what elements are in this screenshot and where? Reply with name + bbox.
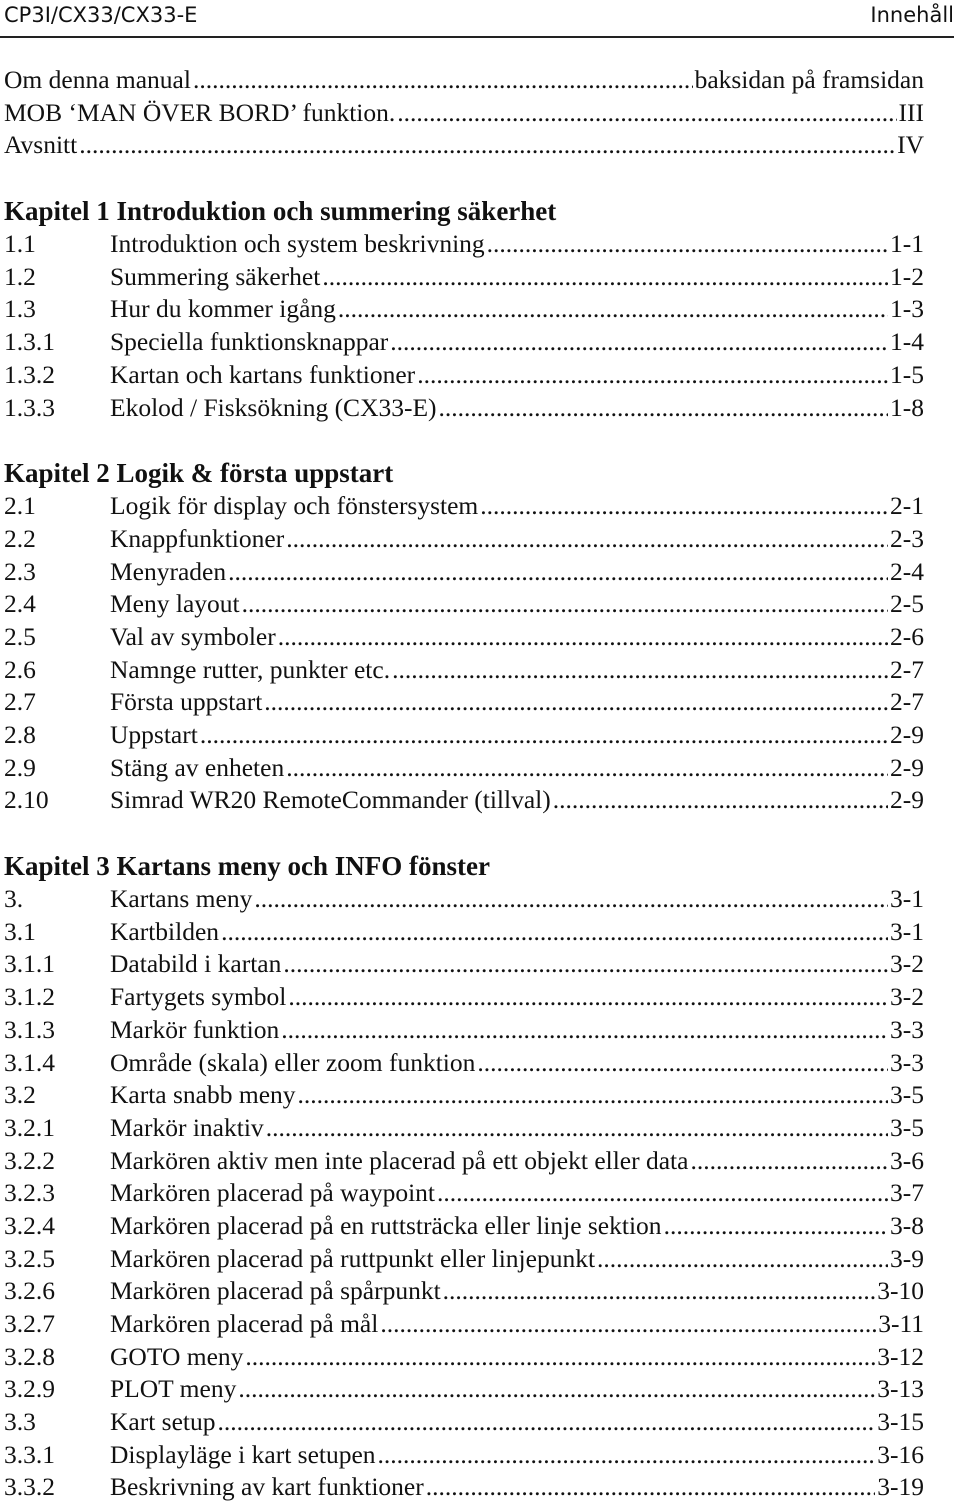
dot-leader bbox=[283, 948, 888, 981]
toc-entry[interactable] bbox=[4, 981, 924, 1014]
toc-entry-page: 2-1 bbox=[890, 491, 924, 521]
toc-entry[interactable] bbox=[4, 556, 924, 589]
toc-entry-number: 3.2.5 bbox=[4, 1243, 55, 1273]
toc-entry-number: 3.1 bbox=[4, 916, 36, 946]
toc-entry-page: 3-16 bbox=[877, 1439, 924, 1469]
toc-entry[interactable] bbox=[4, 326, 924, 359]
toc-entry-page: 3-1 bbox=[890, 884, 924, 914]
dot-leader bbox=[553, 784, 888, 817]
toc-entry-title: Markören placerad på en ruttsträcka eller linje sektion bbox=[110, 1210, 662, 1240]
toc-entry[interactable] bbox=[4, 686, 924, 719]
toc-entry-page: 1-8 bbox=[890, 392, 924, 422]
dot-leader bbox=[487, 228, 888, 261]
dot-leader bbox=[439, 392, 888, 425]
toc-entry-number: 1.3.1 bbox=[4, 327, 55, 357]
toc-entry-title: Meny layout bbox=[110, 589, 240, 619]
toc-entry-number: 3.2.8 bbox=[4, 1341, 55, 1371]
toc-entry-title: Databild i kartan bbox=[110, 949, 282, 979]
toc-entry[interactable] bbox=[4, 1210, 924, 1243]
toc-entry[interactable] bbox=[4, 588, 924, 621]
toc-entry-title: Namnge rutter, punkter etc. bbox=[110, 654, 391, 684]
toc-entry-page: 3-11 bbox=[878, 1309, 924, 1338]
toc-entry-page: 3-6 bbox=[890, 1145, 924, 1175]
chapter-heading: Kapitel 2 Logik & första uppstart bbox=[4, 458, 394, 489]
toc-entry-number: 2.6 bbox=[4, 654, 36, 684]
toc-entry[interactable] bbox=[4, 1014, 924, 1047]
dot-leader bbox=[242, 588, 888, 621]
dot-leader bbox=[390, 326, 888, 359]
toc-entry-number: 3.2.4 bbox=[4, 1210, 55, 1240]
toc-entry[interactable] bbox=[4, 64, 924, 97]
toc-entry-number: 3.1.4 bbox=[4, 1047, 55, 1077]
toc-entry[interactable] bbox=[4, 293, 924, 326]
toc-entry-number: 1.3.3 bbox=[4, 392, 55, 422]
toc-entry[interactable] bbox=[4, 621, 924, 654]
toc-entry[interactable] bbox=[4, 1177, 924, 1210]
toc-entry-page: 2-7 bbox=[890, 654, 924, 684]
toc-entry-title: Kart setup bbox=[110, 1407, 216, 1437]
toc-entry-number: 2.3 bbox=[4, 556, 36, 586]
toc-entry-number: 2.8 bbox=[4, 720, 36, 749]
dot-leader bbox=[218, 1406, 876, 1439]
dot-leader bbox=[597, 1243, 888, 1276]
toc-entry[interactable] bbox=[4, 1145, 924, 1178]
dot-leader bbox=[690, 1145, 888, 1178]
toc-entry-page: 2-7 bbox=[890, 687, 924, 717]
toc-entry-page: 2-9 bbox=[890, 785, 924, 815]
toc-entry-title: Avsnitt bbox=[4, 130, 78, 160]
dot-leader bbox=[664, 1210, 888, 1243]
toc-entry[interactable] bbox=[4, 719, 924, 752]
toc-entry-page: 1-5 bbox=[890, 359, 924, 389]
toc-entry-number: 2.4 bbox=[4, 589, 36, 619]
toc-entry-page: 3-13 bbox=[877, 1374, 924, 1404]
toc-entry-number: 3. bbox=[4, 884, 24, 914]
toc-entry-number: 3.3.1 bbox=[4, 1439, 55, 1469]
dot-leader bbox=[245, 1341, 875, 1374]
dot-leader bbox=[417, 359, 888, 392]
dot-leader bbox=[281, 1014, 888, 1047]
toc-entry-number: 2.5 bbox=[4, 621, 36, 651]
dot-leader bbox=[193, 64, 693, 97]
dot-leader bbox=[380, 1308, 876, 1341]
toc-entry-number: 3.3.2 bbox=[4, 1472, 55, 1502]
dot-leader bbox=[437, 1177, 888, 1210]
toc-entry-title: Summering säkerhet bbox=[110, 261, 321, 291]
chapter-heading: Kapitel 1 Introduktion och summering säkerhet bbox=[4, 196, 557, 227]
toc-entry-number: 2.7 bbox=[4, 687, 36, 717]
toc-entry-title: Uppstart bbox=[110, 720, 198, 749]
toc-entry-page: 3-7 bbox=[890, 1178, 924, 1208]
dot-leader bbox=[322, 261, 888, 294]
toc-entry-number: 3.3 bbox=[4, 1407, 36, 1437]
toc-entry-title: Kartan och kartans funktioner bbox=[110, 359, 416, 389]
dot-leader bbox=[200, 719, 888, 752]
toc-entry-page: 3-10 bbox=[877, 1276, 924, 1306]
toc-entry-title: Menyraden bbox=[110, 556, 227, 586]
toc-entry-title: Knappfunktioner bbox=[110, 523, 285, 553]
toc-entry-page: 3-9 bbox=[890, 1243, 924, 1273]
toc-entry-title: Markören aktiv men inte placerad på ett objekt eller data bbox=[110, 1145, 689, 1175]
toc-entry-page: 3-2 bbox=[890, 949, 924, 979]
toc-entry-page: 3-3 bbox=[890, 1014, 924, 1044]
toc-entry-page: 2-9 bbox=[890, 752, 924, 782]
toc-entry[interactable] bbox=[4, 359, 924, 392]
toc-entry[interactable] bbox=[4, 97, 924, 130]
toc-entry-title: Simrad WR20 RemoteCommander (tillval) bbox=[110, 785, 551, 815]
toc-entry-title: Markör inaktiv bbox=[110, 1112, 264, 1142]
toc-entry-number: 3.2.6 bbox=[4, 1276, 55, 1306]
dot-leader bbox=[480, 490, 888, 523]
toc-entry-page: 3-1 bbox=[890, 916, 924, 946]
toc-entry[interactable] bbox=[4, 490, 924, 523]
toc-entry-title: Första uppstart bbox=[110, 687, 263, 717]
toc-entry-page: 2-6 bbox=[890, 621, 924, 651]
toc-entry[interactable] bbox=[4, 1243, 924, 1276]
toc-entry-title: Introduktion och system beskrivning bbox=[110, 229, 485, 259]
chapter-heading: Kapitel 3 Kartans meny och INFO fönster bbox=[4, 851, 490, 882]
toc-entry[interactable] bbox=[4, 1079, 924, 1112]
toc-entry-title: Hur du kommer igång bbox=[110, 294, 336, 324]
toc-entry-page: 1-3 bbox=[890, 294, 924, 324]
toc-entry-page: 1-1 bbox=[890, 229, 924, 259]
toc-entry-title: Displayläge i kart setupen bbox=[110, 1439, 376, 1469]
toc-entry-page: 3-15 bbox=[877, 1407, 924, 1437]
dot-leader bbox=[266, 1112, 888, 1145]
toc-entry-title: Ekolod / Fisksökning (CX33-E) bbox=[110, 392, 437, 422]
toc-entry[interactable] bbox=[4, 654, 924, 687]
toc-entry-title: PLOT meny bbox=[110, 1374, 237, 1404]
toc-entry[interactable] bbox=[4, 948, 924, 981]
toc-entry-page: 2-3 bbox=[890, 523, 924, 553]
dot-leader bbox=[238, 1373, 875, 1406]
section-gap bbox=[4, 424, 924, 457]
toc-entry[interactable] bbox=[4, 261, 924, 294]
toc-entry-title: Markören placerad på spårpunkt bbox=[110, 1276, 441, 1306]
toc-entry[interactable] bbox=[4, 1471, 924, 1504]
toc-entry-page: 2-5 bbox=[890, 589, 924, 619]
dot-leader bbox=[264, 686, 888, 719]
toc-entry-number: 1.3.2 bbox=[4, 359, 55, 389]
toc-entry-title: Område (skala) eller zoom funktion bbox=[110, 1047, 476, 1077]
toc-entry-number: 3.1.3 bbox=[4, 1014, 55, 1044]
dot-leader bbox=[477, 1047, 888, 1080]
section-title: Innehåll bbox=[870, 3, 954, 27]
toc-entry-number: 2.2 bbox=[4, 523, 36, 553]
toc-entry[interactable] bbox=[4, 523, 924, 556]
toc-entry[interactable] bbox=[4, 392, 924, 425]
dot-leader bbox=[298, 1079, 888, 1112]
section-gap bbox=[4, 817, 924, 850]
toc-entry-number: 3.2.9 bbox=[4, 1374, 55, 1404]
toc-entry-title: Beskrivning av kart funktioner bbox=[110, 1472, 424, 1502]
dot-leader bbox=[278, 621, 888, 654]
toc-entry-number: 3.2.1 bbox=[4, 1112, 55, 1142]
toc-entry[interactable] bbox=[4, 1439, 924, 1472]
toc-entry-title: Markören placerad på mål bbox=[110, 1309, 379, 1338]
toc-entry-title: Speciella funktionsknappar bbox=[110, 327, 389, 357]
toc-entry-page: 3-5 bbox=[890, 1112, 924, 1142]
dot-leader bbox=[426, 1471, 876, 1504]
toc-entry-page: 3-5 bbox=[890, 1080, 924, 1110]
toc-entry[interactable] bbox=[4, 129, 924, 162]
toc-entry-title: Kartans meny bbox=[110, 884, 253, 914]
toc-entry-title: MOB ‘MAN ÖVER BORD’ funktion. bbox=[4, 97, 396, 127]
dot-leader bbox=[378, 1439, 876, 1472]
dot-leader bbox=[288, 981, 888, 1014]
toc-entry-page: 1-4 bbox=[890, 327, 924, 357]
toc-entry-number: 3.1.2 bbox=[4, 982, 55, 1012]
dot-leader bbox=[221, 916, 888, 949]
dot-leader bbox=[286, 752, 888, 785]
toc-entry-title: Fartygets symbol bbox=[110, 982, 287, 1012]
dot-leader bbox=[79, 129, 895, 162]
toc-entry[interactable] bbox=[4, 916, 924, 949]
toc-entry-number: 3.2.2 bbox=[4, 1145, 55, 1175]
toc-entry-title: Val av symboler bbox=[110, 621, 276, 651]
toc-entry[interactable] bbox=[4, 784, 924, 817]
dot-leader bbox=[286, 523, 888, 556]
toc-entry-number: 3.2.3 bbox=[4, 1178, 55, 1208]
toc-entry-page: IV bbox=[897, 130, 924, 160]
toc-entry-page: 3-12 bbox=[877, 1341, 924, 1371]
toc-entry-page: 3-3 bbox=[890, 1047, 924, 1077]
dot-leader bbox=[397, 97, 896, 130]
toc-entry-number: 1.2 bbox=[4, 261, 36, 291]
toc-entry-number: 2.9 bbox=[4, 752, 36, 782]
toc-entry[interactable] bbox=[4, 1308, 924, 1341]
toc-entry-title: Markör funktion bbox=[110, 1014, 280, 1044]
document-title: CP3I/CX33/CX33-E bbox=[4, 3, 198, 27]
toc-entry-number: 3.1.1 bbox=[4, 949, 55, 979]
toc-entry-number: 3.2.7 bbox=[4, 1309, 55, 1338]
toc-entry[interactable] bbox=[4, 1341, 924, 1374]
toc-entry-page: 2-9 bbox=[890, 720, 924, 749]
dot-leader bbox=[228, 556, 888, 589]
toc-entry-number: 1.1 bbox=[4, 229, 36, 259]
toc-entry-number: 1.3 bbox=[4, 294, 36, 324]
toc-entry-title: Markören placerad på ruttpunkt eller linjepunkt bbox=[110, 1243, 596, 1273]
toc-entry[interactable] bbox=[4, 228, 924, 261]
table-of-contents bbox=[4, 64, 924, 1504]
toc-entry[interactable] bbox=[4, 1112, 924, 1145]
toc-entry-page: III bbox=[898, 97, 924, 127]
page-header bbox=[0, 0, 954, 38]
toc-entry-page: 3-19 bbox=[877, 1472, 924, 1502]
toc-entry-number: 3.2 bbox=[4, 1080, 36, 1110]
toc-entry[interactable] bbox=[4, 1373, 924, 1406]
dot-leader bbox=[338, 293, 888, 326]
section-gap bbox=[4, 162, 924, 195]
toc-entry-title: Stäng av enheten bbox=[110, 752, 285, 782]
toc-entry-page: 3-2 bbox=[890, 982, 924, 1012]
toc-entry-title: Logik för display och fönstersystem bbox=[110, 491, 479, 521]
toc-entry-title: Karta snabb meny bbox=[110, 1080, 296, 1110]
toc-entry-page: baksidan på framsidan bbox=[694, 65, 924, 94]
toc-entry-title: GOTO meny bbox=[110, 1341, 244, 1371]
dot-leader bbox=[443, 1275, 876, 1308]
toc-entry[interactable] bbox=[4, 752, 924, 785]
dot-leader bbox=[392, 654, 888, 687]
toc-entry-page: 2-4 bbox=[890, 556, 924, 586]
toc-entry[interactable] bbox=[4, 1406, 924, 1439]
toc-entry-title: Kartbilden bbox=[110, 916, 220, 946]
toc-entry-number: 2.10 bbox=[4, 785, 49, 815]
toc-entry[interactable] bbox=[4, 883, 924, 916]
dot-leader bbox=[254, 883, 888, 916]
toc-entry-title: Markören placerad på waypoint bbox=[110, 1178, 435, 1208]
toc-entry-page: 1-2 bbox=[890, 261, 924, 291]
toc-entry-page: 3-8 bbox=[890, 1210, 924, 1240]
toc-entry-title: Om denna manual bbox=[4, 65, 191, 94]
toc-entry[interactable] bbox=[4, 1275, 924, 1308]
toc-entry[interactable] bbox=[4, 1047, 924, 1080]
toc-entry-number: 2.1 bbox=[4, 491, 36, 521]
